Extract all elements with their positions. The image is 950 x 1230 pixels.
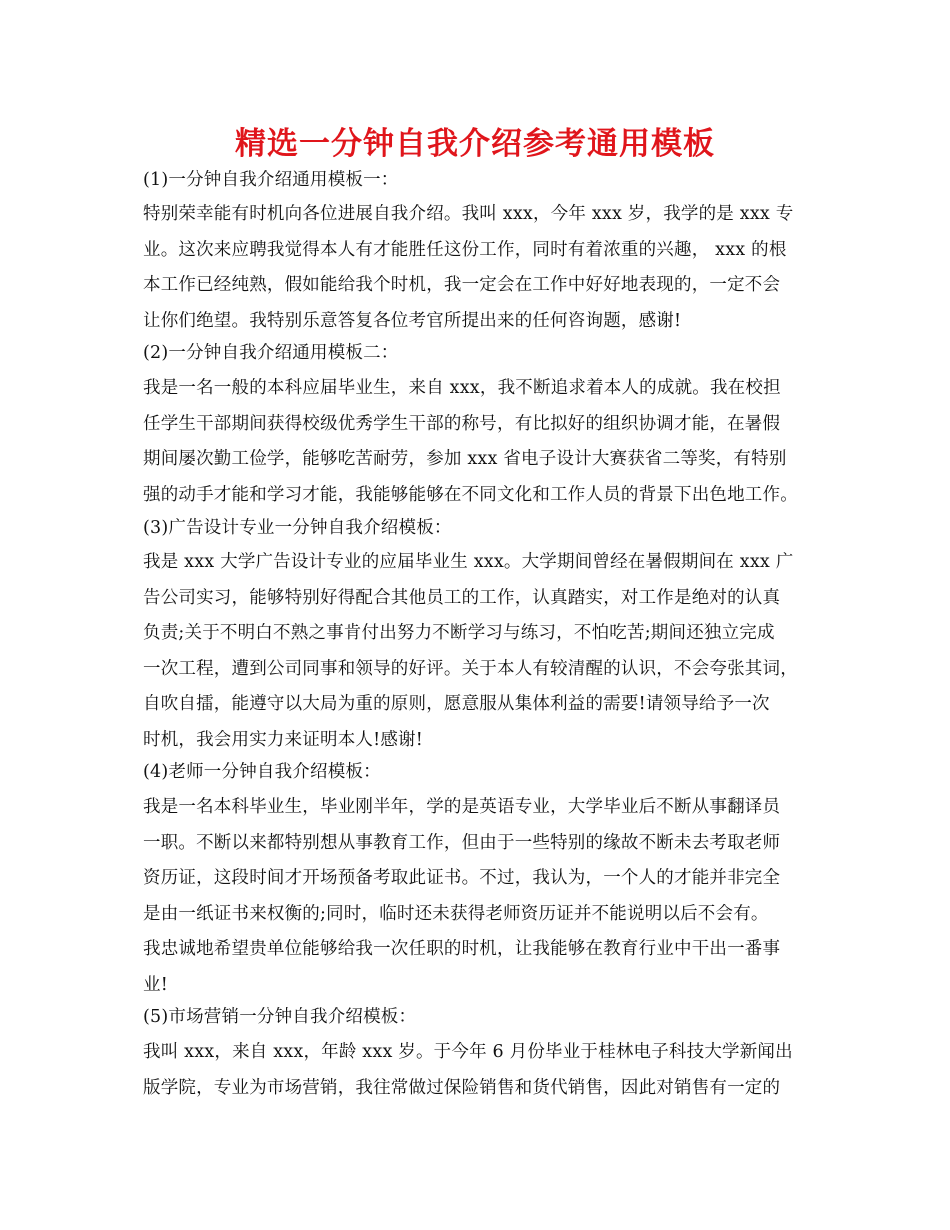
paragraph-line: 业!	[143, 975, 168, 995]
paragraph-line: 负责;关于不明白不熟之事肯付出努力不断学习与练习，不怕吃苦;期间还独立完成	[143, 623, 775, 643]
paragraph-line: 时机，我会用实力来证明本人!感谢!	[143, 730, 423, 750]
document-title: 精选一分钟自我介绍参考通用模板	[235, 126, 715, 162]
heading-template-4: (4)老师一分钟自我介绍模板：	[143, 762, 381, 782]
paragraph-line: 是由一纸证书来权衡的;同时，临时还未获得老师资历证并不能说明以后不会有。	[143, 904, 769, 924]
paragraph-line: 一次工程，遭到公司同事和领导的好评。关于本人有较清醒的认识，不会夸张其词，	[143, 659, 798, 679]
paragraph-line: 让你们绝望。我特别乐意答复各位考官所提出来的任何咨询题，感谢!	[143, 311, 682, 331]
paragraph-line: 我是一名一般的本科应届毕业生，来自 xxx，我不断追求着本人的成就。我在校担	[143, 378, 781, 398]
paragraph-line: 版学院，专业为市场营销，我往常做过保险销售和货代销售，因此对销售有一定的	[143, 1078, 781, 1098]
paragraph-line: 我是 xxx 大学广告设计专业的应届毕业生 xxx。大学期间曾经在暑假期间在 xxx 广	[143, 552, 794, 572]
paragraph-line: 特别荣幸能有时机向各位进展自我介绍。我叫 xxx，今年 xxx 岁，我学的是 xxx 专	[143, 204, 794, 224]
paragraph-line: 业。这次来应聘我觉得本人有才能胜任这份工作，同时有着浓重的兴趣， xxx 的根	[143, 240, 787, 260]
heading-template-5: (5)市场营销一分钟自我介绍模板：	[143, 1007, 417, 1027]
paragraph-line: 我叫 xxx，来自 xxx，年龄 xxx 岁。于今年 6 月份毕业于桂林电子科技大学新闻出	[143, 1042, 793, 1062]
paragraph-line: 我是一名本科毕业生，毕业刚半年，学的是英语专业，大学毕业后不断从事翻译员	[143, 797, 781, 817]
heading-template-1: (1)一分钟自我介绍通用模板一：	[143, 170, 399, 190]
paragraph-line: 强的动手才能和学习才能，我能够能够在不同文化和工作人员的背景下出色地工作。	[143, 485, 798, 505]
paragraph-line: 告公司实习，能够特别好得配合其他员工的工作，认真踏实，对工作是绝对的认真	[143, 588, 781, 608]
paragraph-line: 任学生干部期间获得校级优秀学生干部的称号，有比拟好的组织协调才能，在暑假	[143, 414, 781, 434]
heading-template-3: (3)广告设计专业一分钟自我介绍模板：	[143, 518, 452, 538]
paragraph-line: 一职。不断以来都特别想从事教育工作，但由于一些特别的缘故不断未去考取老师	[143, 833, 781, 853]
paragraph-line: 资历证，这段时间才开场预备考取此证书。不过，我认为，一个人的才能并非完全	[143, 868, 781, 888]
paragraph-line: 自吹自擂，能遵守以大局为重的原则，愿意服从集体利益的需要!请领导给予一次	[143, 694, 770, 714]
paragraph-line: 我忠诚地希望贵单位能够给我一次任职的时机，让我能够在教育行业中干出一番事	[143, 939, 781, 959]
paragraph-line: 期间屡次勤工俭学，能够吃苦耐劳，参加 xxx 省电子设计大赛获省二等奖，有特别	[143, 449, 787, 469]
heading-template-2: (2)一分钟自我介绍通用模板二：	[143, 343, 399, 363]
paragraph-line: 本工作已经纯熟，假如能给我个时机，我一定会在工作中好好地表现的，一定不会	[143, 275, 781, 295]
